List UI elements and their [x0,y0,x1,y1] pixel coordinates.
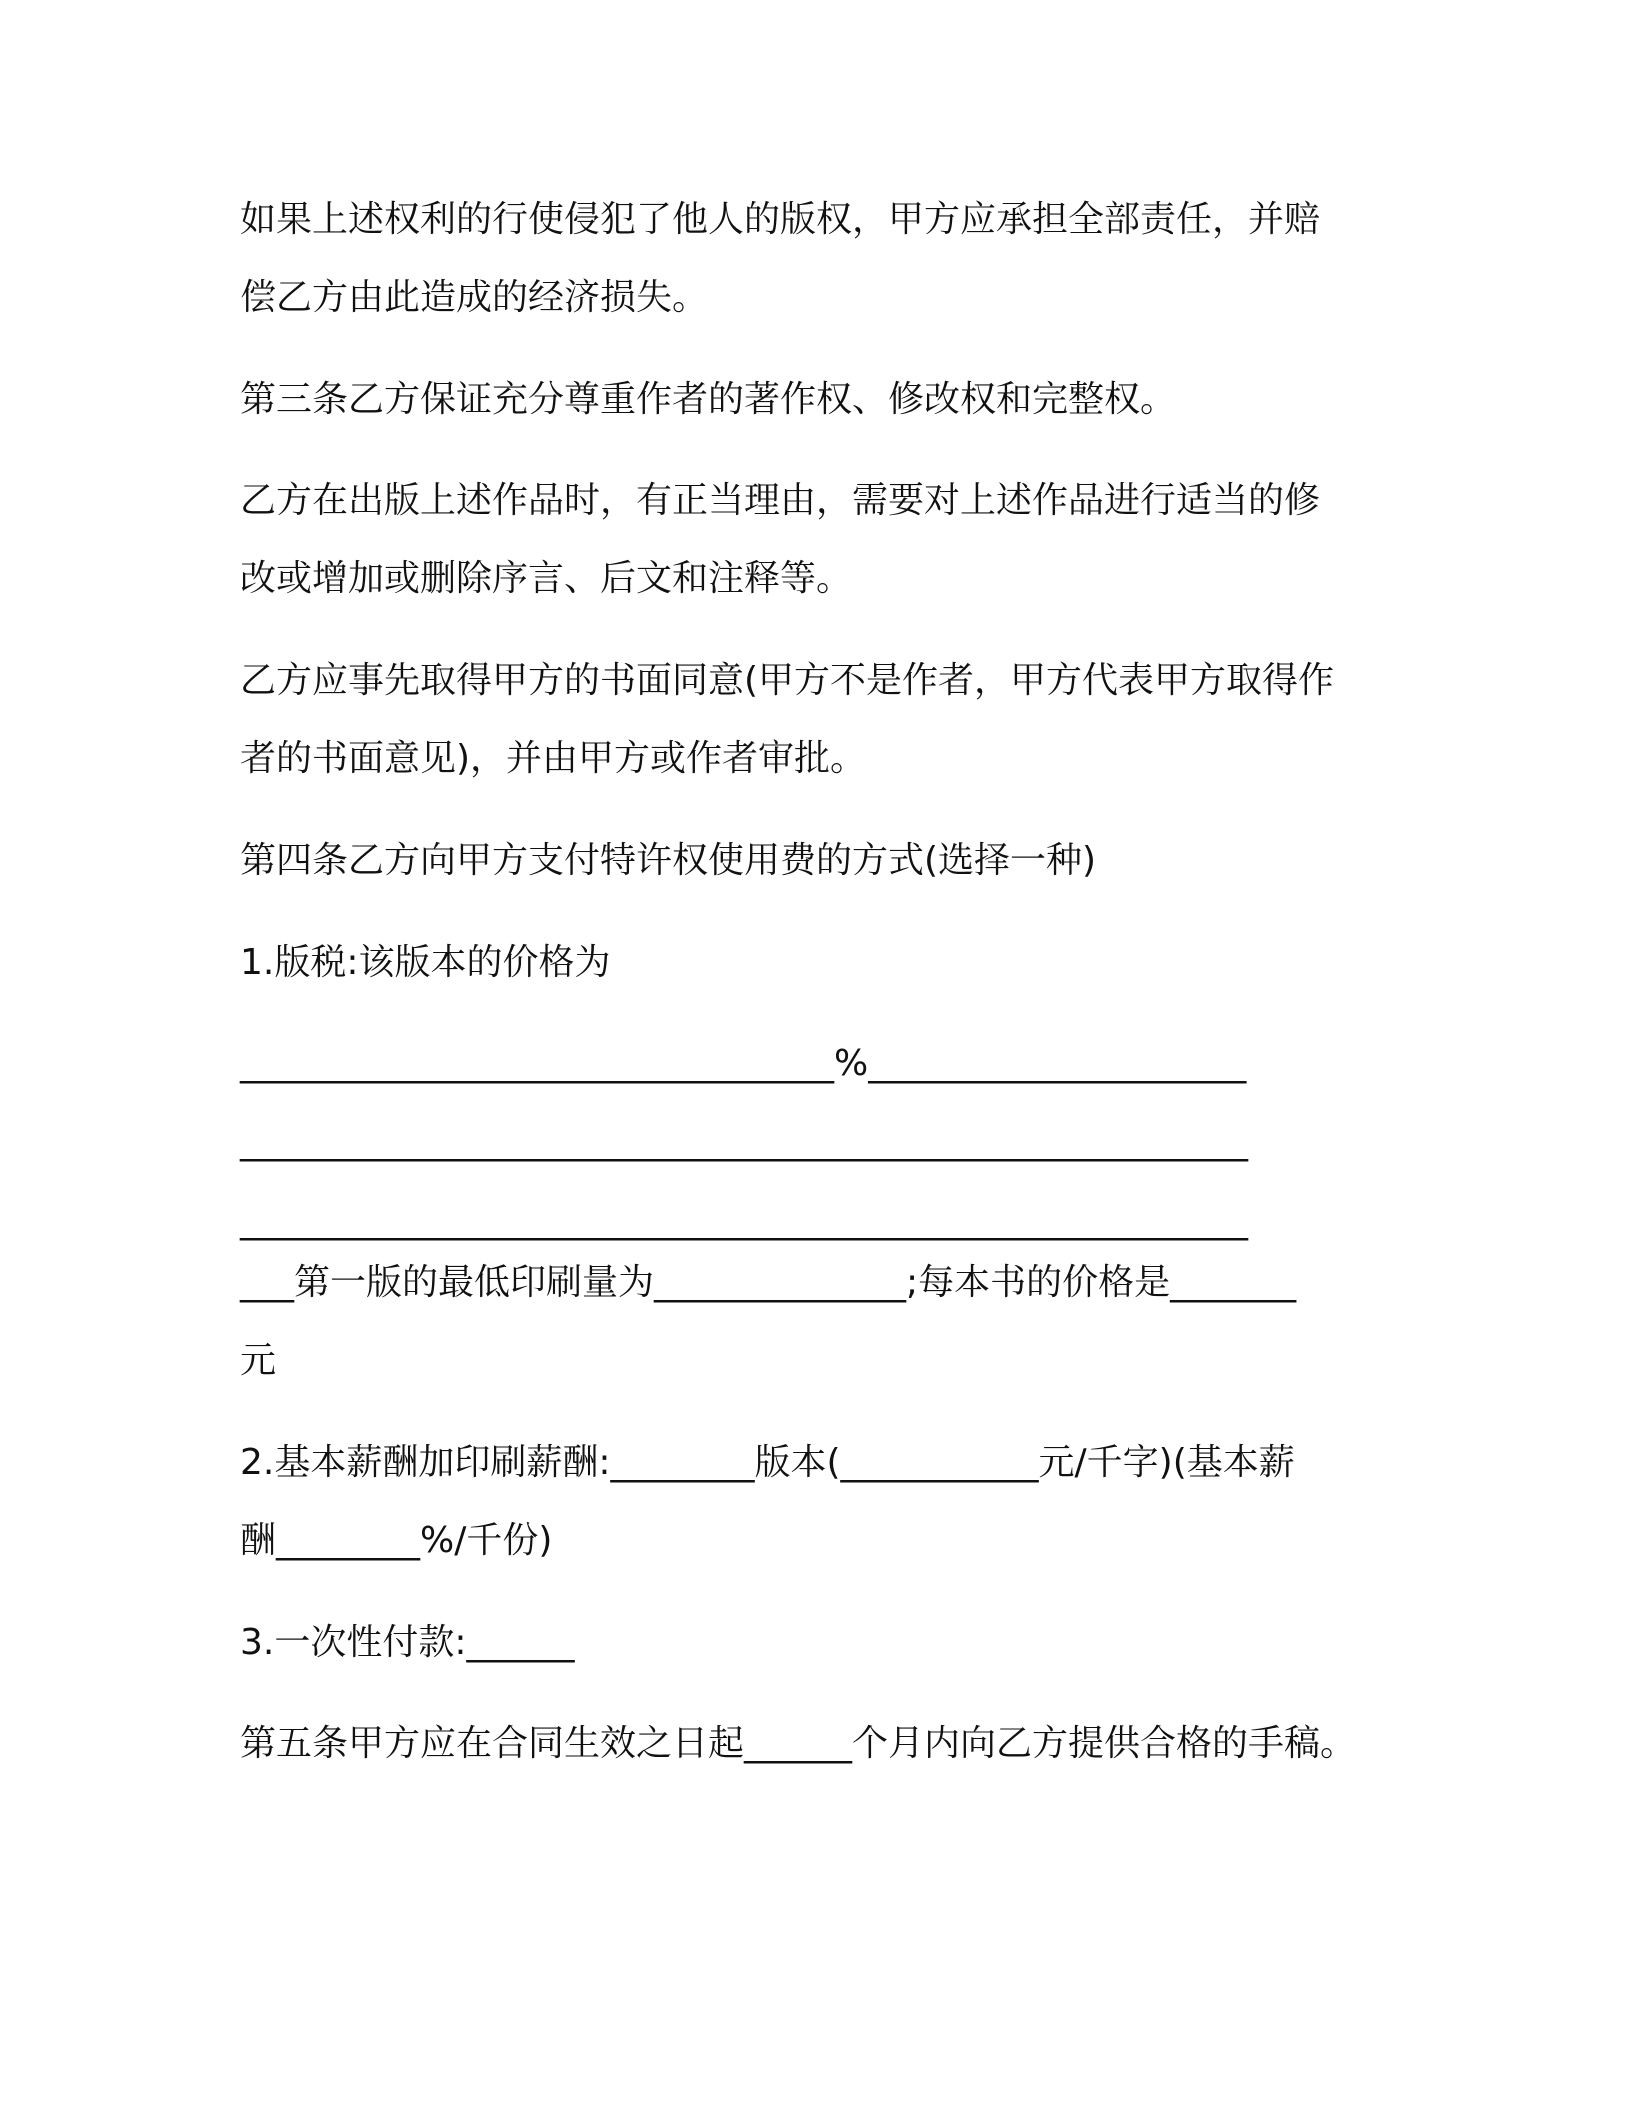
article-3-heading: 第三条乙方保证充分尊重作者的著作权、修改权和完整权。 [240,379,1177,420]
paragraph-line: 偿乙方由此造成的经济损失。 [240,277,709,318]
option-2-basic-pay: 2.基本薪酬加印刷薪酬:________版本(___________元/千字)(基本薪 [240,1442,1295,1483]
currency-unit-line: 元 [240,1340,277,1381]
paragraph-line: 乙方应事先取得甲方的书面同意(甲方不是作者，甲方代表甲方取得作 [240,660,1335,701]
article-4-heading: 第四条乙方向甲方支付特许权使用费的方式(选择一种) [240,840,1097,881]
paragraph-line: 乙方在出版上述作品时，有正当理由，需要对上述作品进行适当的修 [240,480,1321,521]
blank-line: ________________________________________________________ [240,1200,1248,1241]
print-run-price-line: ___第一版的最低印刷量为______________;每本书的价格是_______ [240,1262,1297,1303]
blank-line-percent: _________________________________%_____________________ [240,1043,1247,1084]
paragraph-line: 者的书面意见)，并由甲方或作者审批。 [240,738,867,779]
article-5-heading: 第五条甲方应在合同生效之日起______个月内向乙方提供合格的手稿。 [240,1723,1357,1764]
option-1-royalty: 1.版税:该版本的价格为 [240,942,611,983]
paragraph-line: 改或增加或删除序言、后文和注释等。 [240,558,853,599]
paragraph-line: 如果上述权利的行使侵犯了他人的版权，甲方应承担全部责任，并赔 [240,199,1321,240]
option-3-lump-sum: 3.一次性付款:______ [240,1622,575,1663]
blank-line: ________________________________________________________ [240,1121,1248,1162]
option-2-continued: 酬________%/千份) [240,1520,553,1561]
